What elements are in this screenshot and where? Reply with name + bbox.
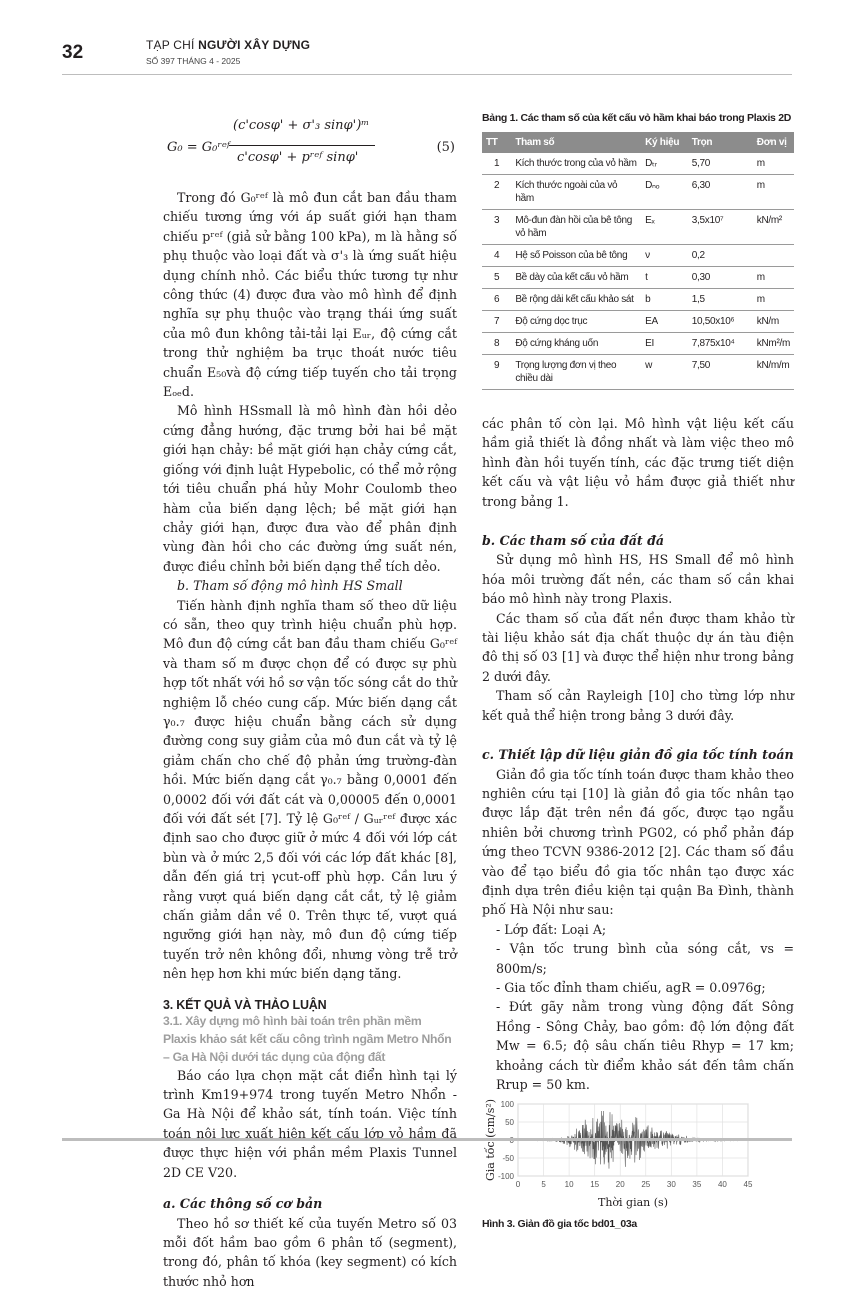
paragraph: các phân tố còn lại. Mô hình vật liệu kết cấu hầm giả thiết là đồng nhất và làm việc theo mô hình đàn hồi tuyến tính, các đặc trưng tiết diện kết cấu và vật liệu vỏ hầm được giả thiết như trong bảng 1. (482, 414, 794, 511)
cell: 5 (482, 267, 511, 289)
header-tt: TT (482, 132, 511, 153)
cell: 7,50 (688, 355, 753, 390)
left-column (163, 112, 457, 1291)
subheading-b-right: b. Các tham số của đất đá (482, 531, 794, 550)
section-3-1-title: 3.1. Xây dựng mô hình bài toán trên phần mềm Plaxis khảo sát kết cấu công trình ngầm Metro Nhổn – Ga Hà Nội dưới tác dụng của động đất (163, 1012, 457, 1066)
section-3-title: 3. KẾT QUẢ VÀ THẢO LUẬN (163, 998, 457, 1012)
y-tick-label: 50 (505, 1118, 514, 1127)
cell: Dₜᵣ (641, 153, 688, 175)
cell: w (641, 355, 688, 390)
list-item: - Lớp đất: Loại A; (482, 920, 794, 939)
y-tick-label: -50 (502, 1154, 514, 1163)
list-item: - Gia tốc đỉnh tham chiếu, agR = 0.0976g; (482, 978, 794, 997)
cell: 5,70 (688, 153, 753, 175)
x-tick-label: 40 (718, 1180, 727, 1189)
magazine-title (146, 38, 310, 52)
header-param: Tham số (511, 132, 641, 153)
header-value: Trọn (688, 132, 753, 153)
table-1 (482, 132, 794, 390)
cell: Eₓ (641, 210, 688, 245)
cell: 1 (482, 153, 511, 175)
table-header-row (482, 132, 794, 153)
x-tick-label: 25 (641, 1180, 650, 1189)
cell: 7 (482, 311, 511, 333)
header-symbol: Ký hiệu (641, 132, 688, 153)
y-tick-label: -100 (498, 1172, 515, 1181)
list-item: - Đứt gãy nằm trong vùng động đất Sông Hồng - Sông Chảy, bao gồm: độ lớn động đất Mw = 6.5; độ sâu chấn tiêu Rhyp = 17 km; khoảng cách từ điểm khảo sát đến tâm chấn Rrup = 50 km. (482, 997, 794, 1094)
cell: ν (641, 245, 688, 267)
cell: Hệ số Poisson của bê tông (511, 245, 641, 267)
page-header (0, 0, 854, 90)
x-tick-label: 10 (565, 1180, 574, 1189)
footer-divider (62, 1138, 792, 1141)
cell (753, 245, 794, 267)
cell: m (753, 289, 794, 311)
fraction-bar (229, 145, 375, 146)
paragraph: Giản đồ gia tốc tính toán được tham khảo theo nghiên cứu tại [10] là giản đồ gia tốc nhân tạo được lắp đặt trên nền đá gốc, được tạo ngẫu nhiên bởi chương trình PG02, có phổ phản đáp ứng theo TCVN 9386-2012 [2]. Các tham số đầu vào để tạo biểu đồ gia tốc nhân tạo được xác định dựa trên điều kiện tại quận Ba Đình, thành phố Hà Nội như sau: (482, 765, 794, 920)
cell: 7,875x10⁴ (688, 333, 753, 355)
paragraph: Theo hồ sơ thiết kế của tuyến Metro số 03 mỗi đốt hầm bao gồm 6 phân tố (segment), trong đó, phân tố khóa (key segment) có kích thước nhỏ hơn (163, 1214, 457, 1291)
cell: m (753, 153, 794, 175)
x-tick-label: 45 (744, 1180, 753, 1189)
acceleration-chart-svg (482, 1098, 794, 1218)
y-tick-label: 0 (510, 1136, 515, 1145)
table-row (482, 289, 794, 311)
cell: 8 (482, 333, 511, 355)
x-tick-label: 20 (616, 1180, 625, 1189)
cell: Độ cứng dọc trục (511, 311, 641, 333)
equation-5 (163, 112, 457, 188)
list-item: - Vận tốc trung bình của sóng cắt, vs = 800m/s; (482, 939, 794, 978)
cell: 3 (482, 210, 511, 245)
table-row (482, 175, 794, 210)
x-tick-label: 5 (541, 1180, 546, 1189)
table-row (482, 311, 794, 333)
cell: b (641, 289, 688, 311)
cell: Bề dày của kết cấu vỏ hầm (511, 267, 641, 289)
table-row (482, 267, 794, 289)
cell: kN/m (753, 311, 794, 333)
figure-3-caption: Hình 3. Giản đồ gia tốc bd01_03a (482, 1218, 794, 1230)
paragraph: Báo cáo lựa chọn mặt cắt điển hình tại lý trình Km19+974 trong tuyến Metro Nhổn - Ga Hà Nội để khảo sát, tính toán. Việc tính toán nội lực xuất hiện kết cấu lớp vỏ hầm đã được thực hiện với phần mềm Plaxis Tunnel 2D CE V20. (163, 1066, 457, 1182)
paragraph: Tiến hành định nghĩa tham số theo dữ liệu có sẵn, theo quy trình hiệu chuẩn phù hợp. Mô đun độ cứng cắt ban đầu tham chiếu G₀ʳᵉᶠ và tham số m được chọn để có được sự phù hợp tốt nhất với hồ sơ vận tốc sóng cắt do thử nghiệm lỗ chéo cung cấp. Mức biến dạng cắt γ₀.₇ được hiệu chuẩn bằng cách sử dụng đường cong suy giảm của mô đun cắt và tỷ lệ giảm chấn cho chế độ phản ứng trường-đàn hồi. Mức biến dạng cắt γ₀.₇ bằng 0,0001 đến 0,0002 đối với đất cát và 0,00005 đến 0,0001 đối với đất sét [7]. Tỷ lệ G₀ʳᵉᶠ / Gᵤᵣʳᵉᶠ được xác định sao cho được giữ ở mức 4 đối với lớp cát bùn và ở mức 2,5 đối với các lớp đất khác [8], dẫn đến giá trị γcut-off phù hợp. Cần lưu ý rằng vượt quá biến dạng cắt cắt, tỷ lệ giảm chấn giảm dần về 0. Trên thực tế, vượt quá ngưỡng giới hạn này, mô đun độ cứng tiếp tuyến trở nên không đổi, nhưng vòng trễ trở nên hẹp hơn khi mức biến dạng tăng. (163, 596, 457, 984)
right-column (482, 112, 794, 390)
cell: Dₙₒ (641, 175, 688, 210)
magazine-prefix: TẠP CHÍ (146, 38, 195, 52)
table-row (482, 355, 794, 390)
cell: kN/m² (753, 210, 794, 245)
cell: m (753, 175, 794, 210)
x-axis-label: Thời gian (s) (598, 1196, 668, 1209)
table-1-caption: Bảng 1. Các tham số của kết cấu vỏ hầm khai báo trong Plaxis 2D (482, 112, 794, 124)
header-unit: Đơn vị (753, 132, 794, 153)
acceleration-chart (482, 1098, 794, 1218)
table-row (482, 153, 794, 175)
equation-lhs: G₀ = G₀ʳᵉᶠ (167, 140, 230, 155)
equation-number: (5) (437, 140, 455, 155)
cell: Độ cứng kháng uốn (511, 333, 641, 355)
cell: kN/m/m (753, 355, 794, 390)
cell: 3,5x10⁷ (688, 210, 753, 245)
subheading-b-left: b. Tham số động mô hình HS Small (163, 576, 457, 595)
paragraph: Sử dụng mô hình HS, HS Small để mô hình hóa môi trường đất nền, các tham số cần khai báo mô hình này trong Plaxis. (482, 550, 794, 608)
cell: Kích thước trong của vỏ hầm (511, 153, 641, 175)
paragraph: Trong đó G₀ʳᵉᶠ là mô đun cắt ban đầu tham chiếu tương ứng với áp suất giới hạn tham chiếu pʳᵉᶠ (giả sử bằng 100 kPa), m là hằng số phụ thuộc vào loại đất và σ'₃ là ứng suất hiệu dụng chính nhỏ. Các biểu thức tương tự như công thức (4) được đưa vào mô hình để định nghĩa sự phụ thuộc vào trạng thái ứng suất của mô đun không tải-tải lại Eᵤᵣ, độ cứng cắt trong thử nghiệm ba trục thoát nước tiêu chuẩn E₅₀và độ cứng tiếp tuyến cho tải trọng Eₒₑd. (163, 188, 457, 401)
y-axis-label: Gia tốc (cm/s²) (484, 1099, 497, 1181)
cell: t (641, 267, 688, 289)
right-column-text (482, 414, 794, 1230)
equation-numerator: (c'cosφ' + σ'₃ sinφ')ᵐ (233, 118, 369, 133)
cell: Mô-đun đàn hồi của bê tông vỏ hầm (511, 210, 641, 245)
cell: 6 (482, 289, 511, 311)
table-row (482, 245, 794, 267)
table-row (482, 333, 794, 355)
cell: 0,30 (688, 267, 753, 289)
header-divider (62, 74, 792, 75)
cell: Bề rộng dải kết cấu khảo sát (511, 289, 641, 311)
cell: 1,5 (688, 289, 753, 311)
equation-denominator: c'cosφ' + pʳᵉᶠ sinφ' (237, 150, 358, 165)
cell: kNm²/m (753, 333, 794, 355)
cell: Kích thước ngoài của vỏ hầm (511, 175, 641, 210)
x-tick-label: 30 (667, 1180, 676, 1189)
table-row (482, 210, 794, 245)
x-tick-label: 35 (692, 1180, 701, 1189)
paragraph: Mô hình HSsmall là mô hình đàn hồi dẻo cứng đẳng hướng, đặc trưng bởi hai bề mặt giới hạn chảy: bề mặt giới hạn chảy cứng cắt, giống với định luật Hypebolic, có thể mở rộng tới tiêu chuẩn phá hủy Mohr Coulomb theo hàm của biến dạng lệch; bề mặt giới hạn chảy giới hạn, được đưa vào để phân định vùng đàn hồi cho các đường ứng suất nén, được điều chỉnh bởi biến dạng thể tích dẻo. (163, 401, 457, 576)
paragraph: Các tham số của đất nền được tham khảo từ tài liệu khảo sát địa chất thuộc dự án tàu điện đô thị số 03 [1] và được thể hiện như trong bảng 2 dưới đây. (482, 609, 794, 687)
cell: EI (641, 333, 688, 355)
y-tick-label: 100 (501, 1100, 515, 1109)
cell: 2 (482, 175, 511, 210)
cell: 9 (482, 355, 511, 390)
cell: m (753, 267, 794, 289)
issue-line: SỐ 397 THÁNG 4 - 2025 (146, 56, 240, 66)
subheading-c: c. Thiết lập dữ liệu giản đồ gia tốc tính toán (482, 745, 794, 764)
cell: 0,2 (688, 245, 753, 267)
subheading-a: a. Các thông số cơ bản (163, 1194, 457, 1213)
cell: Trọng lượng đơn vị theo chiều dài (511, 355, 641, 390)
x-tick-label: 15 (590, 1180, 599, 1189)
cell: 10,50x10⁶ (688, 311, 753, 333)
x-tick-label: 0 (516, 1180, 521, 1189)
paragraph: Tham số cản Rayleigh [10] cho từng lớp như kết quả thể hiện trong bảng 3 dưới đây. (482, 686, 794, 725)
cell: EA (641, 311, 688, 333)
magazine-name: NGƯỜI XÂY DỰNG (198, 38, 310, 52)
cell: 6,30 (688, 175, 753, 210)
cell: 4 (482, 245, 511, 267)
page-number: 32 (62, 42, 83, 64)
